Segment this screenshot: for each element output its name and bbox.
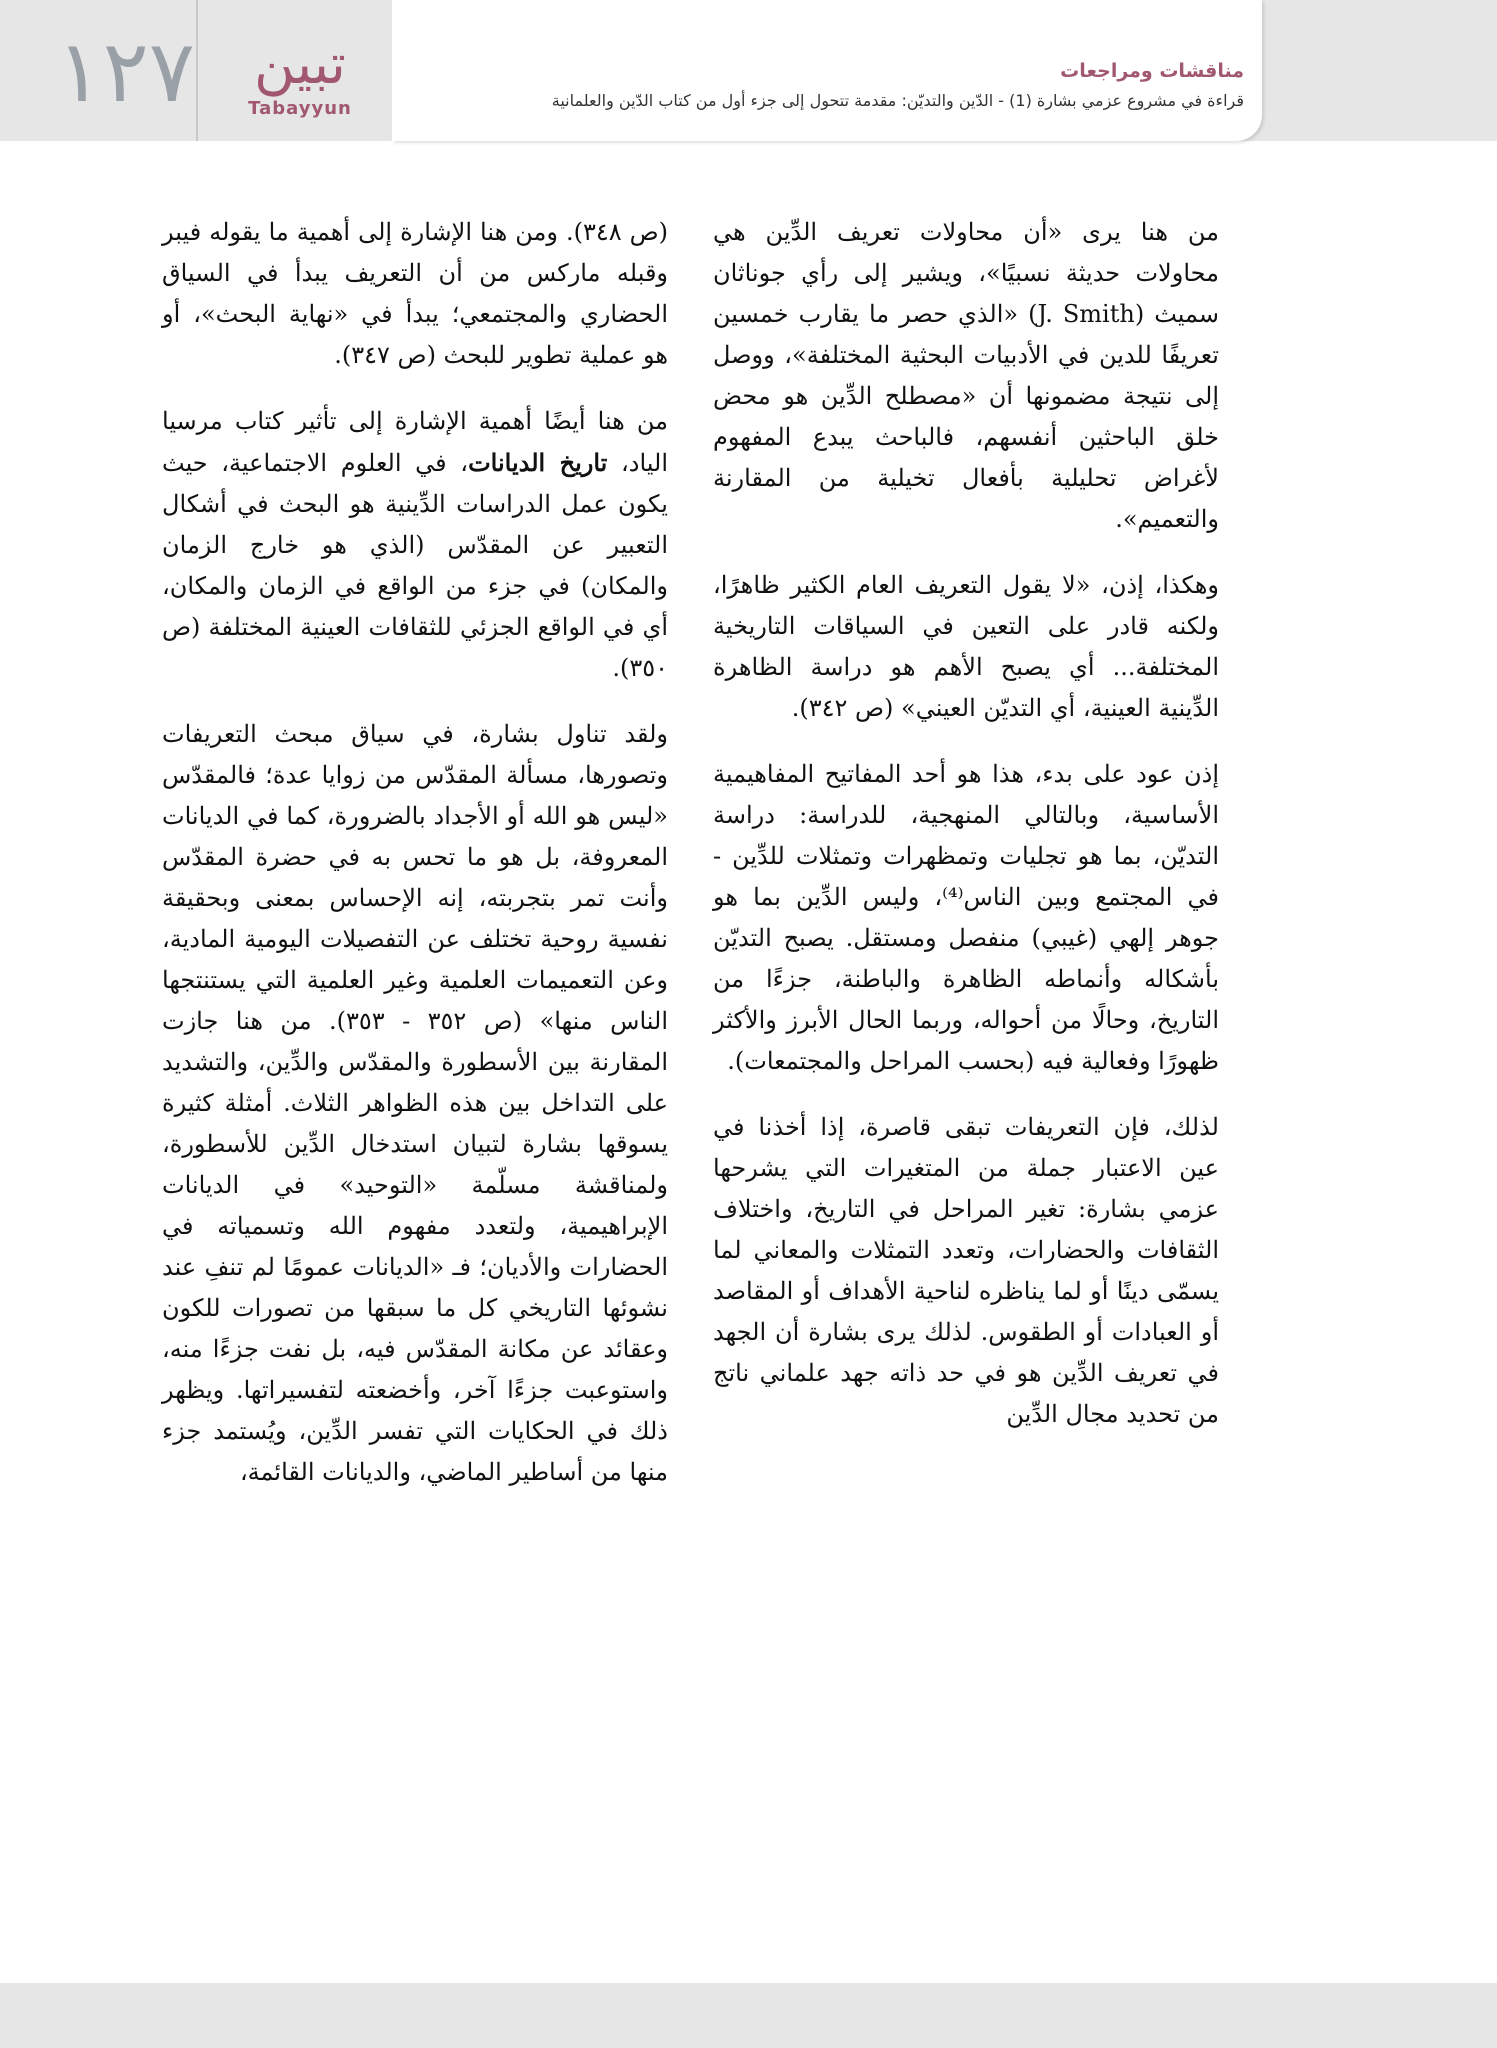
paragraph: إذن عود على بدء، هذا هو أحد المفاتيح المفاهيمية الأساسية، وبالتالي المنهجية، للدراسة: دراسة التديّن، بما هو تجليات وتمظهرات وتمثلات للدِّين - في المجتمع وبين الناس⁽⁴⁾، وليس الدِّين بما هو جوهر إلهي (غيبي) منفصل ومستقل. يصبح التديّن بأشكاله وأنماطه الظاهرة والباطنة، جزءًا من التاريخ، وحالًا من أحواله، وربما الحال الأبرز والأكثر ظهورًا وفعالية فيه (بحسب المراحل والمجتمعات). xyxy=(713,760,1220,1075)
running-article-title: قراءة في مشروع عزمي بشارة (1) - الدّين والتديّن: مقدمة تتحول إلى جزء أول من كتاب الدّين والعلمانية xyxy=(551,91,1244,110)
logo-arabic-text: تبين xyxy=(253,32,346,97)
paragraph: وهكذا، إذن، «لا يقول التعريف العام الكثير ظاهرًا، ولكنه قادر على التعين في السياقات التاريخية المختلفة... أي يصبح الأهم هو دراسة الظاهرة الدِّينية العينية، أي التديّن العيني» (ص ٣٤٢). xyxy=(713,571,1219,722)
paragraph-text: ، في العلوم الاجتماعية، حيث يكون عمل الدراسات الدِّينية هو البحث في أشكال التعبير عن المقدّس (الذي هو خارج الزمان والمكان) في جزء من الواقع في الزمان والمكان، أي في الواقع الجزئي للثقافات العينية المختلفة (ص ٣٥٠). xyxy=(162,449,668,682)
header-divider xyxy=(196,0,198,141)
paragraph: من هنا يرى «أن محاولات تعريف الدِّين هي محاولات حديثة نسبيًا»، ويشير إلى رأي جوناثان سميث (J. Smith) «الذي حصر ما يقارب خمسين تعريفًا للدين في الأدبيات البحثية المختلفة»، ووصل إلى نتيجة مضمونها أن «مصطلح الدِّين هو محض خلق الباحثين أنفسهم، فالباحث يبدع المفهوم لأغراض تحليلية بأفعال تخيلية من المقارنة والتعميم». xyxy=(713,218,1219,533)
book-title: تاريخ الديانات xyxy=(468,448,608,477)
page-footer xyxy=(0,1983,1497,2048)
logo-latin-text: Tabayyun xyxy=(248,98,352,119)
page-number: ١٢٧ xyxy=(56,22,195,122)
paragraph xyxy=(162,401,668,689)
section-title: مناقشات ومراجعات xyxy=(1060,60,1244,82)
paragraph-text: من هنا أيضًا أهمية الإشارة إلى تأثير كتاب مرسيا الياد، xyxy=(162,407,668,477)
paragraph: ولقد تناول بشارة، في سياق مبحث التعريفات وتصورها، مسألة المقدّس من زوايا عدة؛ فالمقدّس «ليس هو الله أو الأجداد بالضرورة، كما في الديانات المعروفة، بل هو ما تحس به في حضرة المقدّس وأنت تمر بتجربته، إنه الإحساس بمعنى وبحقيقة نفسية روحية تختلف عن التفصيلات اليومية المادية، وعن التعميمات العلمية وغير العلمية التي يستنتجها الناس منها» (ص ٣٥٢ - ٣٥٣). من هنا جازت المقارنة بين الأسطورة والمقدّس والدِّين، والتشديد على التداخل بين هذه الظواهر الثلاث. أمثلة كثيرة يسوقها بشارة لتبيان استدخال الدِّين للأسطورة، ولمناقشة مسلّمة «التوحيد» في الديانات الإبراهيمية، ولتعدد مفهوم الله وتسمياته في الحضارات والأديان؛ فـ «الديانات عمومًا لم تنفِ عند نشوئها التاريخي كل ما سبقها من تصورات للكون وعقائد عن مكانة المقدّس فيه، بل نفت جزءًا منه، واستوعبت جزءًا آخر، وأخضعته لتفسيراتها. ويظهر ذلك في الحكايات التي تفسر الدِّين، ويُستمد جزء منها من أساطير الماضي، والديانات القائمة، xyxy=(162,720,668,1486)
right-text-column xyxy=(713,212,1219,1460)
paragraph: (ص ٣٤٨). ومن هنا الإشارة إلى أهمية ما يقوله فيبر وقبله ماركس من أن التعريف يبدأ في السياق الحضاري والمجتمعي؛ يبدأ في «نهاية البحث»، أو هو عملية تطوير للبحث (ص ٣٤٧). xyxy=(162,218,668,369)
journal-logo xyxy=(210,30,390,130)
paragraph: لذلك، فإن التعريفات تبقى قاصرة، إذا أخذنا في عين الاعتبار جملة من المتغيرات التي يشرحها عزمي بشارة: تغير المراحل في التاريخ، واختلاف الثقافات والحضارات، وتعدد التمثلات والمعاني لما يسمّى دينًا أو لما يناظره لناحية الأهداف أو المقاصد أو العبادات أو الطقوس. لذلك يرى بشارة أن الجهد في تعريف الدِّين هو في حد ذاته جهد علماني ناتج من تحديد مجال الدِّين xyxy=(713,1113,1219,1428)
header-text xyxy=(410,56,1244,126)
page-header xyxy=(0,0,1497,141)
left-text-column xyxy=(162,212,668,1518)
